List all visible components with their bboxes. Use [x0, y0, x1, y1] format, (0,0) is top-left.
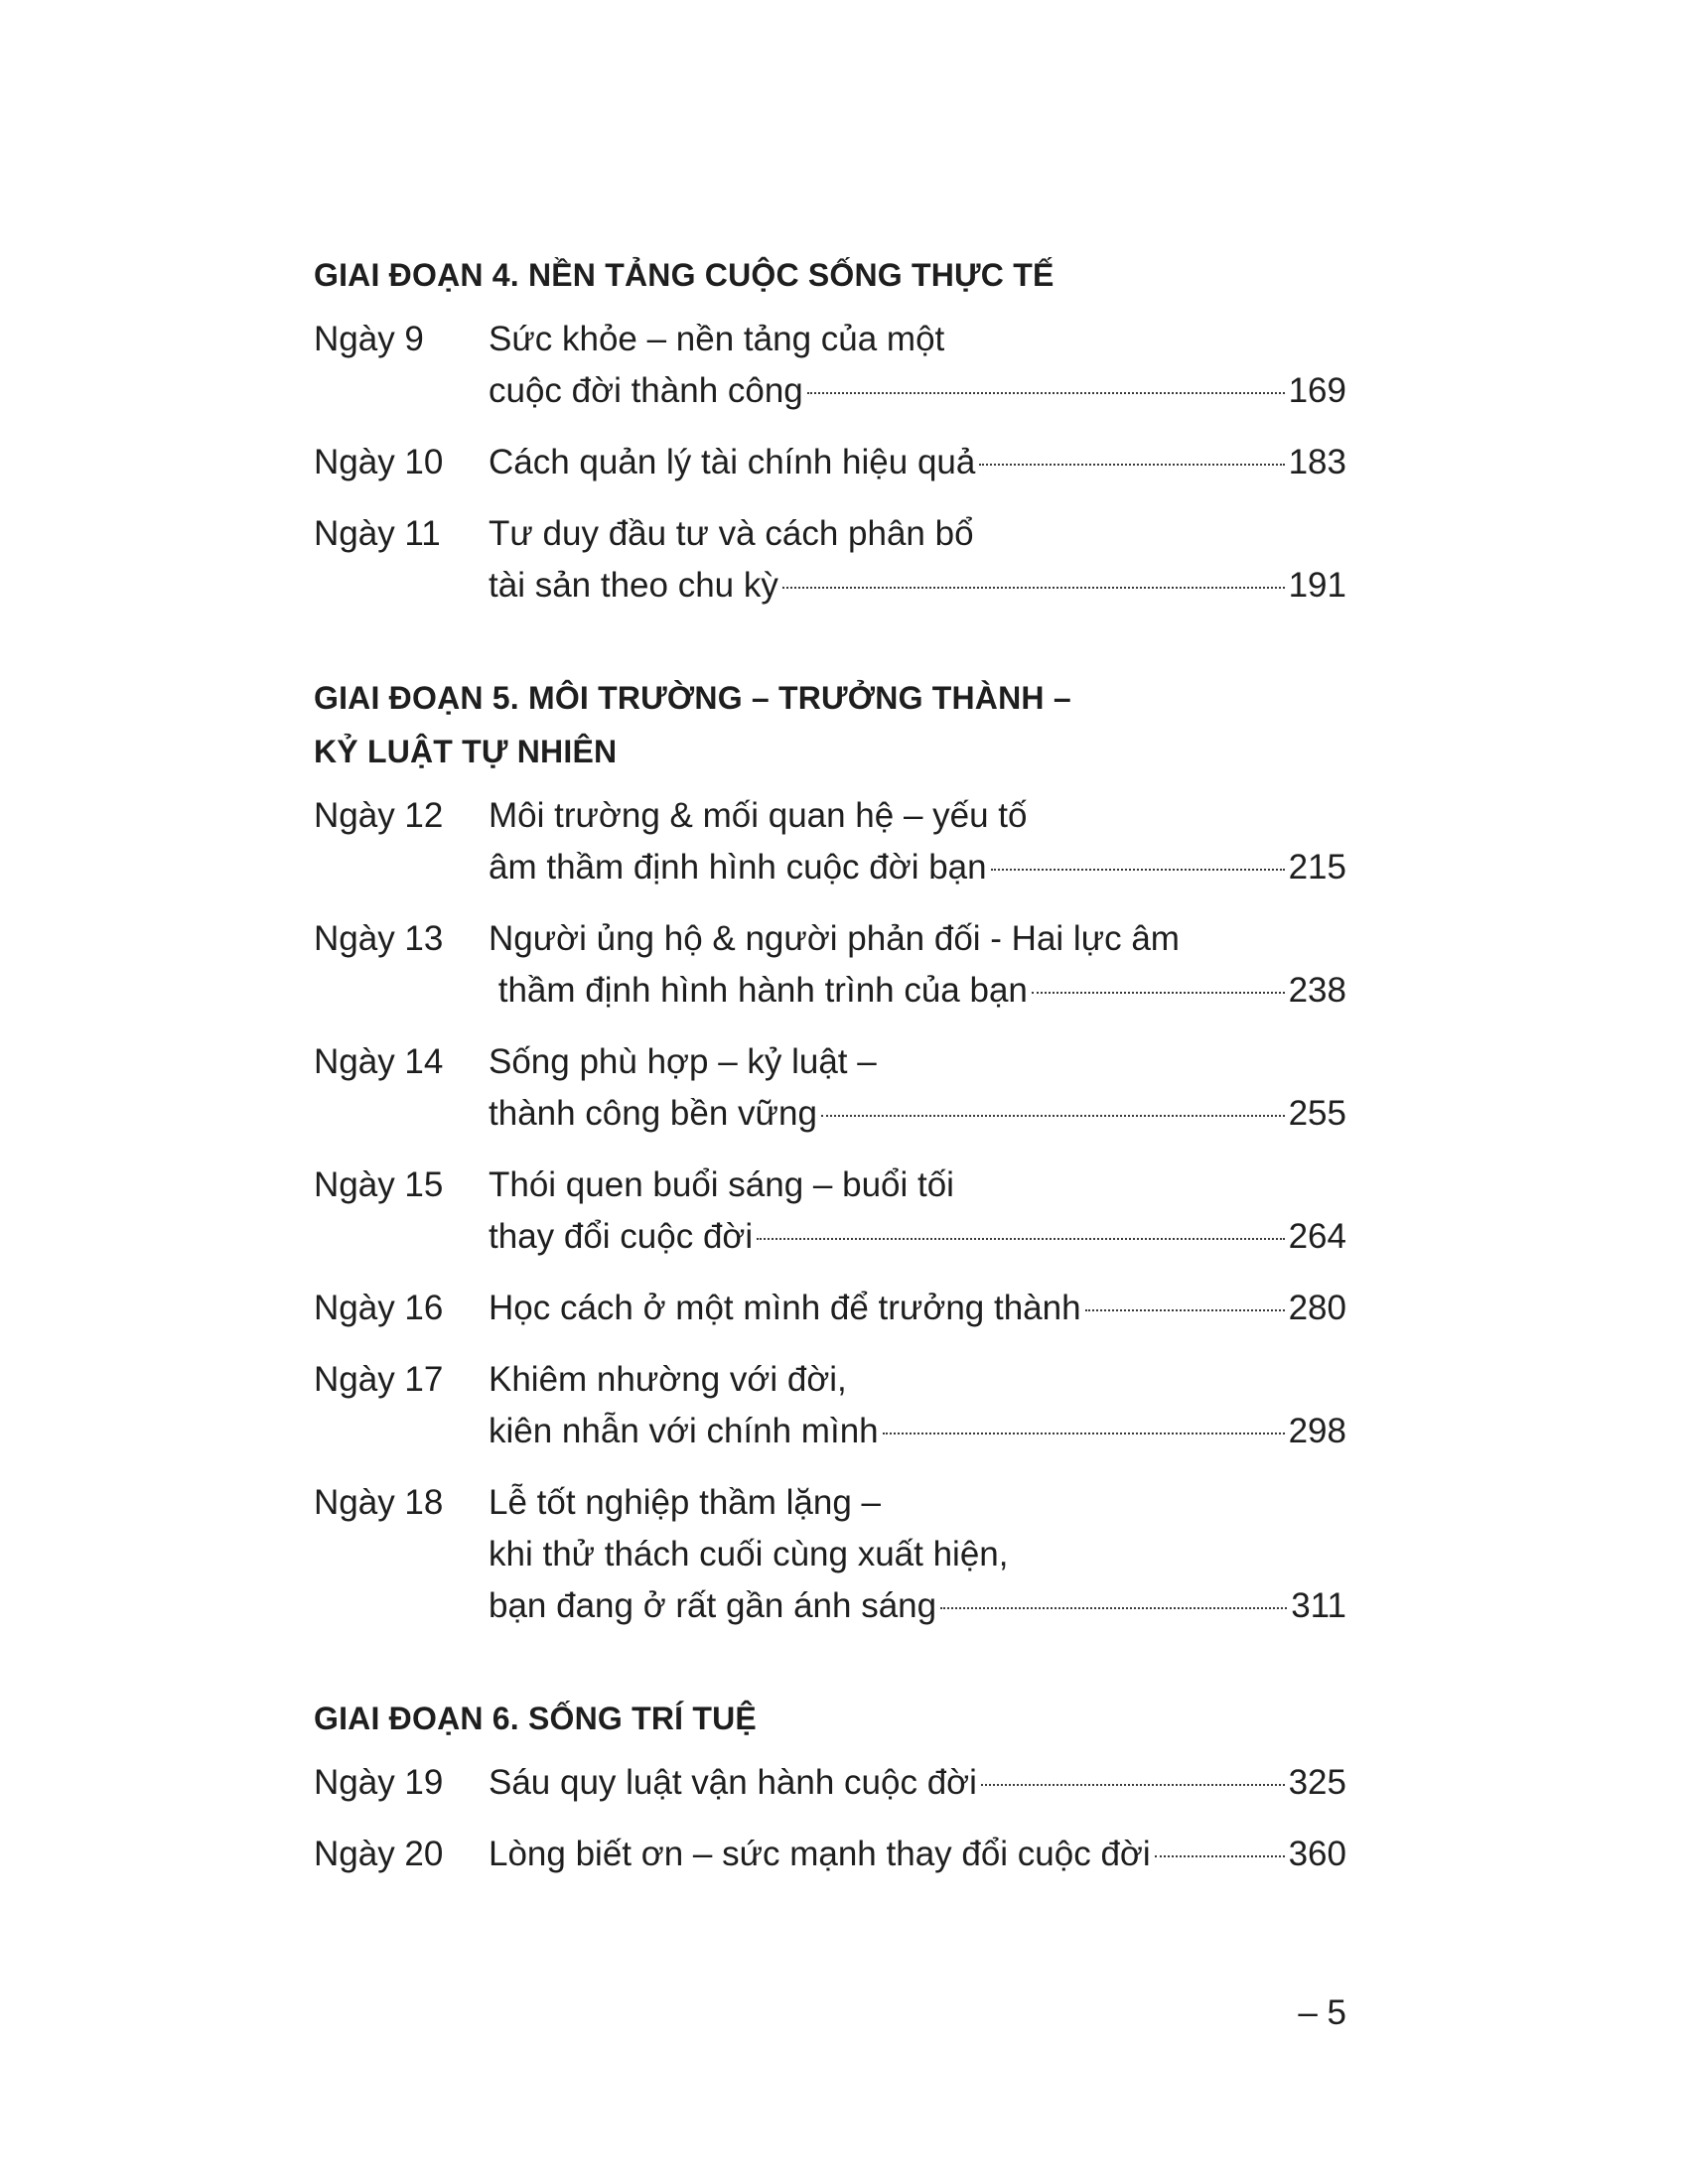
section-heading	[314, 248, 1346, 302]
page-number: – 5	[1298, 1993, 1346, 2032]
entry-day-label: Ngày 9	[314, 320, 424, 358]
entry-title-line: Khiêm nhường với đời,	[489, 1360, 847, 1399]
entry-title	[489, 790, 1346, 893]
entry-page-number: 298	[1288, 1412, 1346, 1450]
toc-section	[314, 248, 1346, 612]
entry-title-line: kiên nhẫn với chính mình	[489, 1412, 879, 1450]
entry-page-number: 325	[1288, 1763, 1346, 1802]
entry-last-line	[489, 560, 1346, 612]
toc-entry[interactable]	[314, 437, 1346, 488]
entry-title-line: Sống phù hợp – kỷ luật –	[489, 1042, 877, 1081]
toc-entry[interactable]	[314, 1477, 1346, 1632]
toc-entry[interactable]	[314, 1036, 1346, 1140]
toc-entry[interactable]	[314, 913, 1346, 1017]
section-heading-line: GIAI ĐOẠN 5. MÔI TRƯỜNG – TRƯỞNG THÀNH –	[314, 680, 1071, 716]
dot-leader	[1032, 992, 1285, 994]
entry-title	[489, 1283, 1346, 1334]
entry-title-line: tài sản theo chu kỳ	[489, 566, 778, 605]
toc-entry[interactable]	[314, 1354, 1346, 1457]
section-heading-line: GIAI ĐOẠN 4. NỀN TẢNG CUỘC SỐNG THỰC TẾ	[314, 257, 1055, 293]
entry-title	[489, 1757, 1346, 1809]
entry-title	[489, 1160, 1346, 1263]
dot-leader	[782, 587, 1285, 589]
entry-title	[489, 1477, 1346, 1632]
entry-page-number: 238	[1288, 971, 1346, 1010]
entry-title-line: thầm định hình hành trình của bạn	[489, 971, 1028, 1010]
toc-entry[interactable]	[314, 1160, 1346, 1263]
entry-page-number: 169	[1288, 371, 1346, 410]
entry-title-line: Cách quản lý tài chính hiệu quả	[489, 443, 976, 481]
entry-last-line	[489, 1283, 1346, 1334]
section-heading-line: GIAI ĐOẠN 6. SỐNG TRÍ TUỆ	[314, 1701, 757, 1736]
entry-day-label: Ngày 19	[314, 1763, 444, 1802]
entry-day-label: Ngày 16	[314, 1289, 444, 1327]
entry-title	[489, 1036, 1346, 1140]
entry-last-line	[489, 1757, 1346, 1809]
toc-section	[314, 671, 1346, 1632]
entry-title	[489, 437, 1346, 488]
entry-last-line	[489, 365, 1346, 417]
entry-title	[489, 913, 1346, 1017]
entry-last-line	[489, 1829, 1346, 1880]
entry-page-number: 215	[1288, 848, 1346, 887]
entry-last-line	[489, 1211, 1346, 1263]
dot-leader	[991, 869, 1285, 871]
dot-leader	[883, 1433, 1285, 1434]
dot-leader	[807, 392, 1285, 394]
entry-title	[489, 508, 1346, 612]
entry-title-line: Tư duy đầu tư và cách phân bổ	[489, 514, 974, 553]
dot-leader	[1085, 1309, 1285, 1311]
entry-day-label: Ngày 11	[314, 514, 441, 553]
entry-last-line	[489, 1580, 1346, 1632]
entry-page-number: 264	[1288, 1217, 1346, 1256]
entry-last-line	[489, 437, 1346, 488]
entry-day-label: Ngày 15	[314, 1165, 444, 1204]
dot-leader	[981, 1784, 1285, 1786]
entry-title-line: thành công bền vững	[489, 1094, 817, 1133]
entry-title	[489, 1354, 1346, 1457]
entry-last-line	[489, 1088, 1346, 1140]
entry-title-line: cuộc đời thành công	[489, 371, 803, 410]
section-heading	[314, 1692, 1346, 1745]
entry-title-line: khi thử thách cuối cùng xuất hiện,	[489, 1535, 1009, 1573]
dot-leader	[757, 1238, 1284, 1240]
toc-entry[interactable]	[314, 1829, 1346, 1880]
entry-title	[489, 1829, 1346, 1880]
entry-page-number: 360	[1288, 1835, 1346, 1873]
toc-entry[interactable]	[314, 508, 1346, 612]
dot-leader	[821, 1115, 1285, 1117]
entry-title-line: Học cách ở một mình để trưởng thành	[489, 1289, 1081, 1327]
entry-title-line: âm thầm định hình cuộc đời bạn	[489, 848, 987, 887]
entry-title-line: bạn đang ở rất gần ánh sáng	[489, 1586, 937, 1625]
section-heading	[314, 671, 1346, 778]
entry-day-label: Ngày 17	[314, 1360, 444, 1399]
entry-last-line	[489, 965, 1346, 1017]
entry-title-line: Sức khỏe – nền tảng của một	[489, 320, 945, 358]
entry-day-label: Ngày 20	[314, 1835, 444, 1873]
entry-page-number: 280	[1288, 1289, 1346, 1327]
toc-entry[interactable]	[314, 1757, 1346, 1809]
entry-day-label: Ngày 10	[314, 443, 444, 481]
entry-day-label: Ngày 12	[314, 796, 444, 835]
dot-leader	[979, 464, 1284, 466]
entry-title	[489, 314, 1346, 417]
entry-page-number: 183	[1288, 443, 1346, 481]
entry-title-line: Lễ tốt nghiệp thầm lặng –	[489, 1483, 882, 1522]
entry-page-number: 311	[1291, 1586, 1346, 1625]
entry-last-line	[489, 1406, 1346, 1457]
toc-entry[interactable]	[314, 790, 1346, 893]
entry-page-number: 191	[1288, 566, 1346, 605]
entry-page-number: 255	[1288, 1094, 1346, 1133]
entry-title-line: Lòng biết ơn – sức mạnh thay đổi cuộc đời	[489, 1835, 1151, 1873]
entry-title-line: Người ủng hộ & người phản đối - Hai lực âm	[489, 919, 1180, 958]
dot-leader	[940, 1607, 1287, 1609]
entry-title-line: Môi trường & mối quan hệ – yếu tố	[489, 796, 1028, 835]
entry-last-line	[489, 842, 1346, 893]
toc-section	[314, 1692, 1346, 1880]
entry-title-line: Sáu quy luật vận hành cuộc đời	[489, 1763, 977, 1802]
entry-title-line: Thói quen buổi sáng – buổi tối	[489, 1165, 954, 1204]
toc-entry[interactable]	[314, 314, 1346, 417]
dot-leader	[1155, 1855, 1285, 1857]
toc-entry[interactable]	[314, 1283, 1346, 1334]
entry-day-label: Ngày 13	[314, 919, 444, 958]
entry-day-label: Ngày 14	[314, 1042, 444, 1081]
section-heading-line: KỶ LUẬT TỰ NHIÊN	[314, 734, 618, 769]
table-of-contents	[314, 248, 1346, 1900]
entry-title-line: thay đổi cuộc đời	[489, 1217, 754, 1256]
entry-day-label: Ngày 18	[314, 1483, 444, 1522]
